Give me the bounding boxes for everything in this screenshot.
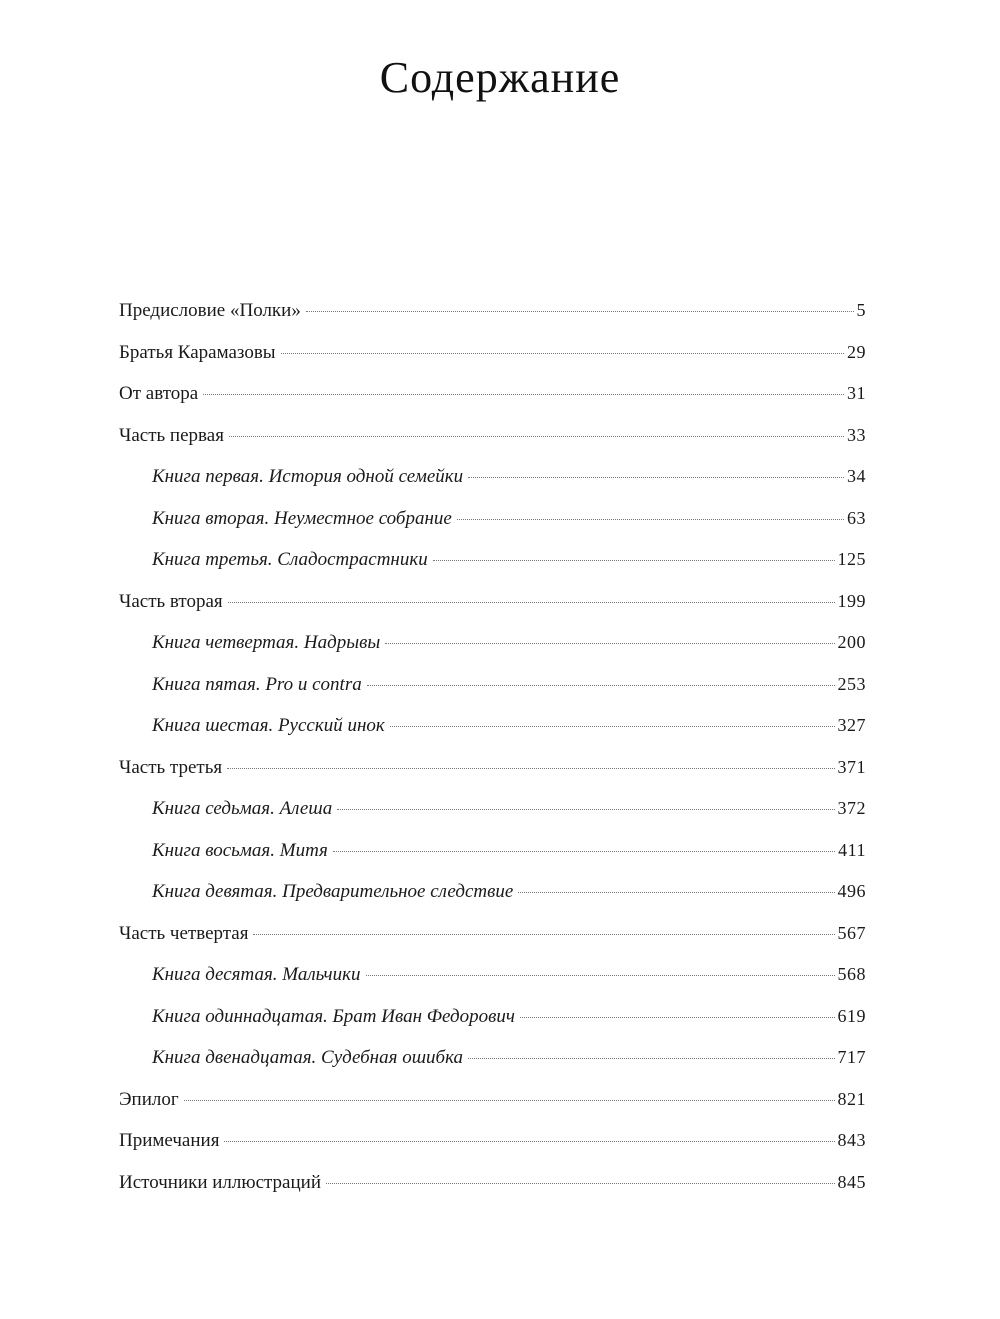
dot-leader <box>433 560 835 561</box>
dot-leader <box>457 519 844 520</box>
toc-entry <box>119 300 866 330</box>
toc-page-number: 372 <box>837 798 866 818</box>
toc-page-number: 63 <box>847 507 866 528</box>
toc-page-number: 567 <box>837 922 866 943</box>
toc-entry <box>119 923 866 953</box>
toc-entry-label: Братья Карамазовы <box>119 341 276 363</box>
dot-leader <box>518 892 834 893</box>
dot-leader <box>333 851 835 852</box>
toc-entry <box>152 466 866 496</box>
toc-entry-label: Книга двенадцатая. Судебная ошибка <box>152 1047 464 1068</box>
toc-entry <box>119 425 866 455</box>
toc-page-number: 200 <box>837 632 866 652</box>
dot-leader <box>326 1183 835 1184</box>
dot-leader <box>468 477 844 478</box>
dot-leader <box>520 1017 835 1018</box>
toc-entry-label: Примечания <box>119 1130 220 1151</box>
toc-entry-label: Книга четвертая. Надрывы <box>152 632 381 653</box>
toc-page-number: 29 <box>847 341 866 362</box>
toc-entry-label: Книга шестая. Русский инок <box>152 715 385 736</box>
dot-leader <box>203 394 844 395</box>
toc-entry <box>152 674 866 704</box>
toc-entry <box>152 881 866 911</box>
toc-entry-label: Книга восьмая. Митя <box>152 839 328 861</box>
toc-entry-label: Книга вторая. Неуместное собрание <box>152 507 452 529</box>
toc-entry <box>152 964 866 994</box>
toc-entry <box>152 632 866 662</box>
dot-leader <box>228 602 835 603</box>
toc-entry-label: Часть третья <box>119 756 223 778</box>
dot-leader <box>366 975 835 976</box>
toc-entry <box>119 1130 866 1160</box>
dot-leader <box>337 809 834 810</box>
dot-leader <box>224 1141 834 1142</box>
toc-page-number: 568 <box>837 964 866 984</box>
toc-entry-label: Эпилог <box>119 1088 179 1110</box>
dot-leader <box>385 643 834 644</box>
toc-page-number: 843 <box>837 1130 866 1150</box>
toc-entry <box>152 715 866 745</box>
toc-page-number: 5 <box>856 300 866 320</box>
toc-entry-label: Книга одиннадцатая. Брат Иван Федорович <box>152 1005 515 1027</box>
toc-entry <box>119 757 866 787</box>
toc-entry <box>152 1006 866 1036</box>
dot-leader <box>306 311 854 312</box>
dot-leader <box>227 768 834 769</box>
toc-page-number: 619 <box>837 1005 866 1026</box>
dot-leader <box>184 1100 835 1101</box>
toc-entry <box>152 549 866 579</box>
toc-page-number: 253 <box>837 673 866 694</box>
toc-page-number: 33 <box>847 424 866 445</box>
toc-entry-label: Часть четвертая <box>119 922 249 944</box>
toc-page-number: 327 <box>837 715 866 735</box>
toc-page-number: 821 <box>837 1088 866 1109</box>
toc-entry <box>152 798 866 828</box>
dot-leader <box>390 726 835 727</box>
toc-entry-label: Книга пятая. Pro и contra <box>152 673 362 695</box>
toc-entry-label: Часть первая <box>119 424 224 446</box>
toc-entry <box>152 1047 866 1077</box>
toc-page-number: 717 <box>837 1047 866 1067</box>
toc-page-number: 371 <box>837 756 866 777</box>
toc-entry-label: От автора <box>119 383 199 404</box>
dot-leader <box>229 436 844 437</box>
page-title: Содержание <box>379 53 621 102</box>
toc-page-number: 845 <box>837 1171 866 1192</box>
toc-entry-label: Книга первая. История одной семейки <box>152 466 464 487</box>
toc-entry-label: Книга третья. Сладострастники <box>152 549 428 570</box>
dot-leader <box>468 1058 834 1059</box>
toc-entry <box>119 591 866 621</box>
toc-entry-label: Книга десятая. Мальчики <box>152 964 361 985</box>
toc-entry <box>152 840 866 870</box>
toc-entry <box>119 383 866 413</box>
toc-page-number: 31 <box>847 383 866 403</box>
toc-page-number: 411 <box>838 839 866 860</box>
dot-leader <box>367 685 835 686</box>
dot-leader <box>281 353 844 354</box>
toc-entry-label: Книга седьмая. Алеша <box>152 798 333 819</box>
toc-entry <box>119 1089 866 1119</box>
toc-page-number: 34 <box>847 466 866 486</box>
toc-entry <box>119 342 866 372</box>
toc-page-number: 496 <box>837 881 866 901</box>
toc-entry <box>152 508 866 538</box>
toc-entry-label: Книга девятая. Предварительное следствие <box>152 881 514 902</box>
toc-page-number: 125 <box>837 549 866 569</box>
dot-leader <box>253 934 834 935</box>
toc-entry-label: Источники иллюстраций <box>119 1171 321 1193</box>
toc-entry <box>119 1172 866 1202</box>
toc-entry-label: Часть вторая <box>119 590 223 612</box>
toc-page-number: 199 <box>837 590 866 611</box>
toc-entry-label: Предисловие «Полки» <box>119 300 301 321</box>
